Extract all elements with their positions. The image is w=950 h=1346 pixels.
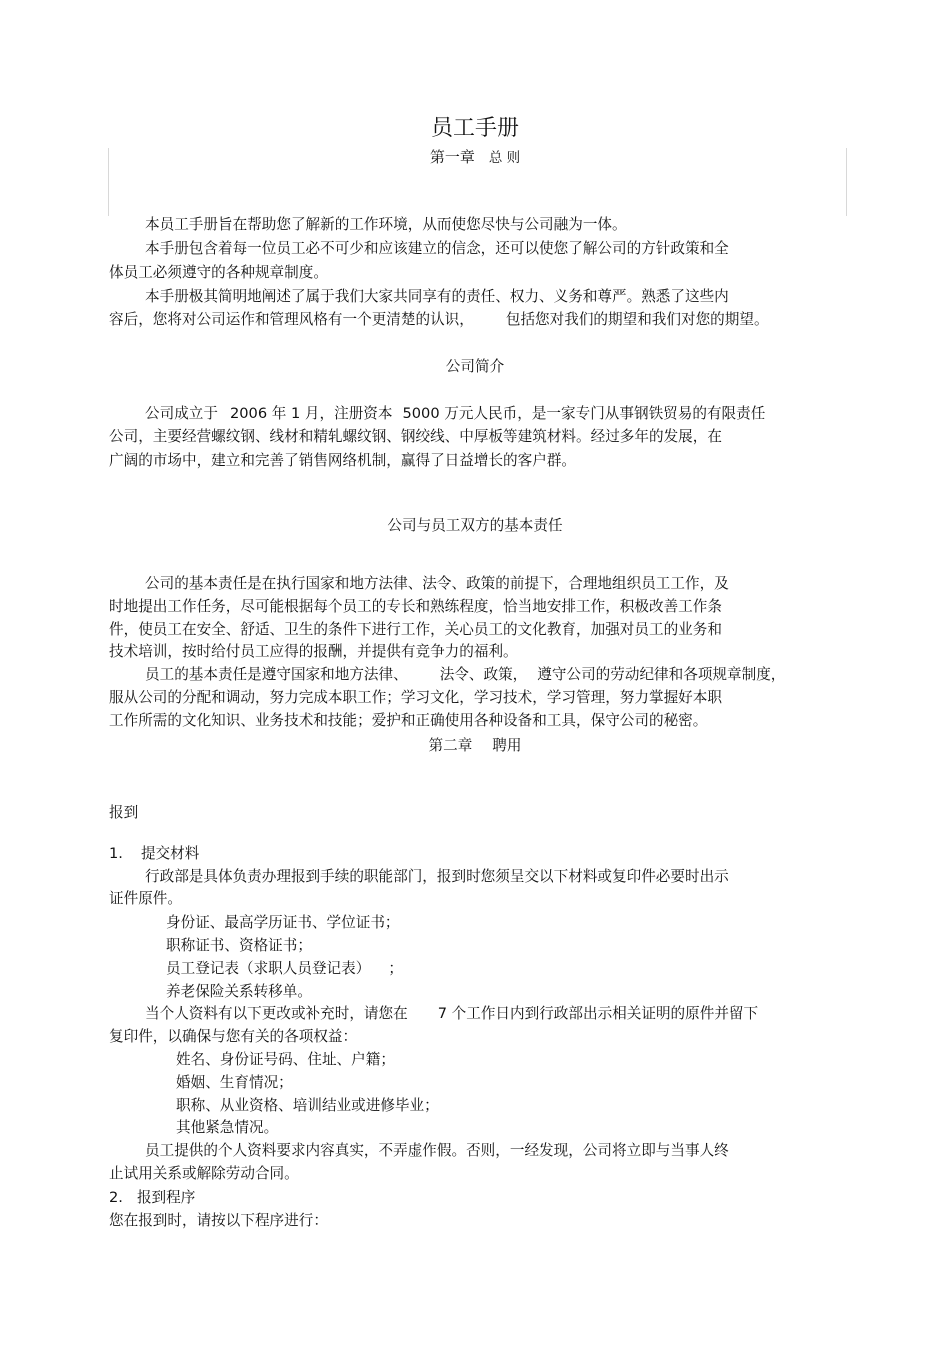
material-item: 身份证、最高学历证书、学位证书； (166, 914, 400, 931)
truth-line: 员工提供的个人资料要求内容真实，不弄虚作假。否则，一经发现，公司将立即与当事人终 (145, 1142, 729, 1159)
company-line: 广阔的市场中，建立和完善了销售网络机制，赢得了日益增长的客户群。 (109, 452, 577, 469)
resp-line: 技术培训，按时给付员工应得的报酬，并提供有竞争力的福利。 (109, 643, 518, 660)
intro-line: 本手册极其简明地阐述了属于我们大家共同享有的责任、权力、义务和尊严。熟悉了这些内 (145, 288, 729, 305)
item1-heading (109, 843, 199, 865)
chapter1-name: 总 则 (488, 150, 521, 166)
chapter2-heading (0, 735, 950, 757)
chapter1-heading (0, 146, 950, 169)
chapter2-label: 第二章 (428, 737, 473, 754)
resp-line: 时地提出工作任务，尽可能根据每个员工的专长和熟练程度，恰当地安排工作，积极改善工作条 (109, 598, 722, 615)
item2-number: 2. (109, 1189, 123, 1206)
intro-line (109, 309, 769, 331)
resp-line: 件，使员工在安全、舒适、卫生的条件下进行工作，关心员工的文化教育，加强对员工的业务和 (109, 621, 722, 638)
item1-text-line: 证件原件。 (109, 890, 182, 907)
change-item: 职称、从业资格、培训结业或进修毕业； (176, 1097, 439, 1114)
item2-text: 您在报到时，请按以下程序进行： (109, 1212, 328, 1229)
material-item: 养老保险关系转移单。 (166, 983, 312, 1000)
change-segment: 7 个工作日内到行政部出示相关证明的原件并留下 (437, 1005, 759, 1022)
intro-segment: 容后，您将对公司运作和管理风格有一个更清楚的认识， (109, 311, 474, 328)
resp-segment: 遵守公司的劳动纪律和各项规章制度， (537, 666, 786, 683)
document-title: 员工手册 (430, 116, 519, 141)
material-item: 职称证书、资格证书； (166, 937, 312, 954)
change-segment: 当个人资料有以下更改或补充时，请您在 (145, 1005, 408, 1022)
change-line (145, 1003, 758, 1025)
section-heading-responsibility: 公司与员工双方的基本责任 (387, 517, 563, 534)
change-item: 婚姻、生育情况； (176, 1074, 293, 1091)
material-segment: ； (388, 960, 403, 977)
item2-title: 报到程序 (136, 1189, 196, 1206)
intro-line: 本员工手册旨在帮助您了解新的工作环境，从而使您尽快与公司融为一体。 (145, 216, 627, 233)
item1-number: 1. (109, 845, 123, 862)
resp-segment: 法令、政策， (439, 666, 528, 683)
intro-line: 本手册包含着每一位员工必不可少和应该建立的信念，还可以使您了解公司的方针政策和全 (145, 240, 729, 257)
intro-line: 体员工必须遵守的各种规章制度。 (109, 264, 328, 281)
section-heading-company: 公司简介 (445, 358, 505, 375)
change-item: 姓名、身份证号码、住址、户籍； (176, 1051, 395, 1068)
company-segment: 公司成立于 (145, 405, 218, 422)
company-line: 公司，主要经营螺纹钢、线材和精轧螺纹钢、钢绞线、中厚板等建筑材料。经过多年的发展，在 (109, 428, 722, 445)
item1-title: 提交材料 (140, 845, 200, 862)
company-segment: 2006 年 1 月，注册资本 (229, 405, 393, 422)
intro-segment: 包括您对我们的期望和我们对您的期望。 (505, 311, 769, 328)
truth-line: 止试用关系或解除劳动合同。 (109, 1165, 299, 1182)
material-item (166, 958, 403, 980)
resp-line (145, 664, 785, 686)
resp-line: 服从公司的分配和调动，努力完成本职工作；学习文化，学习技术，学习管理，努力掌握好本职 (109, 689, 722, 706)
company-segment: 5000 万元人民币，是一家专门从事钢铁贸易的有限责任 (402, 405, 766, 422)
company-line (145, 403, 765, 425)
report-heading: 报到 (109, 804, 139, 821)
item2-heading (109, 1187, 195, 1209)
resp-segment: 员工的基本责任是遵守国家和地方法律、 (145, 666, 408, 683)
material-segment: 员工登记表（求职人员登记表） (166, 960, 371, 977)
chapter1-label: 第一章 (429, 148, 475, 166)
resp-line: 公司的基本责任是在执行国家和地方法律、法令、政策的前提下，合理地组织员工工作，及 (145, 575, 729, 592)
chapter2-name: 聘用 (492, 737, 522, 754)
change-item: 其他紧急情况。 (176, 1119, 279, 1136)
item1-text-line: 行政部是具体负责办理报到手续的职能部门，报到时您须呈交以下材料或复印件必要时出示 (145, 868, 729, 885)
change-line: 复印件，以确保与您有关的各项权益： (109, 1028, 358, 1045)
resp-line: 工作所需的文化知识、业务技术和技能；爱护和正确使用各种设备和工具，保守公司的秘密。 (109, 712, 708, 729)
